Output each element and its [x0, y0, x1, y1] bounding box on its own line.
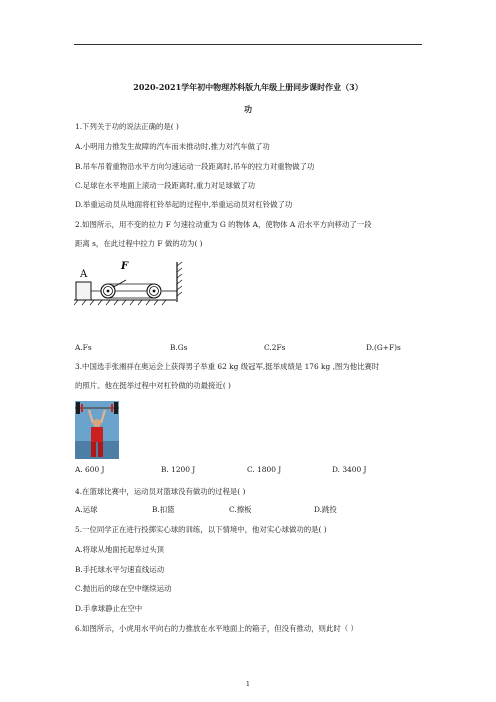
q2-stem-line1: 2.如图所示，用不变的拉力 F 匀速拉动重为 G 的物体 A，使物体 A 沿水平方向移动了一段: [75, 220, 372, 229]
q2-stem-line2: 距离 s，在此过程中拉力 F 做的功为( ): [75, 239, 203, 248]
q5-option-a: A.将球从地面托起举过头顶: [75, 545, 164, 554]
q3-option-b: B. 1200 J: [161, 465, 196, 474]
q1-stem: 1.下列关于功的说法正确的是( ): [75, 122, 179, 131]
worksheet-title: 2020-2021学年初中物理苏科版九年级上册同步课时作业（3）: [133, 82, 363, 92]
q3-option-c: C. 1800 J: [247, 465, 282, 474]
weightlifter-photo: [75, 401, 119, 459]
q1-option-c: C.足球在水平地面上滚动一段距离时,重力对足球做了功: [75, 181, 256, 190]
q1-option-d: D.举重运动员从地面将杠铃举起的过程中,举重运动员对杠铃做了功: [75, 200, 293, 209]
q1-option-b: B.吊车吊着重物沿水平方向匀速运动一段距离时,吊车的拉力对重物做了功: [75, 162, 315, 171]
q5-option-c: C.抛出后的球在空中继续运动: [75, 584, 172, 593]
q5-option-d: D.手拿球静止在空中: [75, 604, 143, 613]
worksheet-subtitle: 功: [244, 104, 252, 114]
header-rule: [74, 44, 422, 45]
q4-option-d: D.跳投: [314, 505, 337, 514]
q2-option-b: B.Gs: [170, 343, 188, 352]
diagram-label-a: A: [80, 269, 88, 280]
q3-stem-line1: 3.中国选手张湘祥在奥运会上获得男子举重 62 kg 级冠军,挺举成绩是 176 kg ,图为他比赛时: [75, 362, 380, 371]
block-a: [76, 282, 91, 300]
q4-stem: 4.在篮球比赛中，运动员对篮球没有做功的过程是( ): [75, 487, 246, 496]
pulley-diagram: [74, 260, 194, 322]
q1-option-a: A.小明用力推发生故障的汽车而未推动时,推力对汽车做了功: [75, 142, 270, 151]
q3-stem-line2: 的照片。他在挺举过程中对杠铃做的功最接近( ): [75, 381, 231, 390]
q4-option-b: B.扣篮: [152, 505, 175, 514]
q6-stem: 6.如图所示，小虎用水平向右的力推放在水平地面上的箱子，但没有推动，则此时（ ）: [75, 624, 358, 633]
q3-option-a: A. 600 J: [75, 465, 105, 474]
q4-option-a: A.运球: [75, 505, 98, 514]
q3-option-d: D. 3400 J: [332, 465, 367, 474]
q2-option-a: A.Fs: [75, 343, 92, 352]
q5-stem: 5.一位同学正在进行投掷实心球的训练，以下情境中，他对实心球做功的是( ): [75, 525, 327, 534]
q2-option-c: C.2Fs: [264, 343, 286, 352]
q5-option-b: B.手托球水平匀速直线运动: [75, 565, 165, 574]
q2-option-d: D.(G+F)s: [366, 343, 401, 352]
diagram-label-f: F: [121, 261, 129, 272]
q4-option-c: C.擦板: [229, 505, 252, 514]
page-number: 1: [245, 680, 251, 688]
